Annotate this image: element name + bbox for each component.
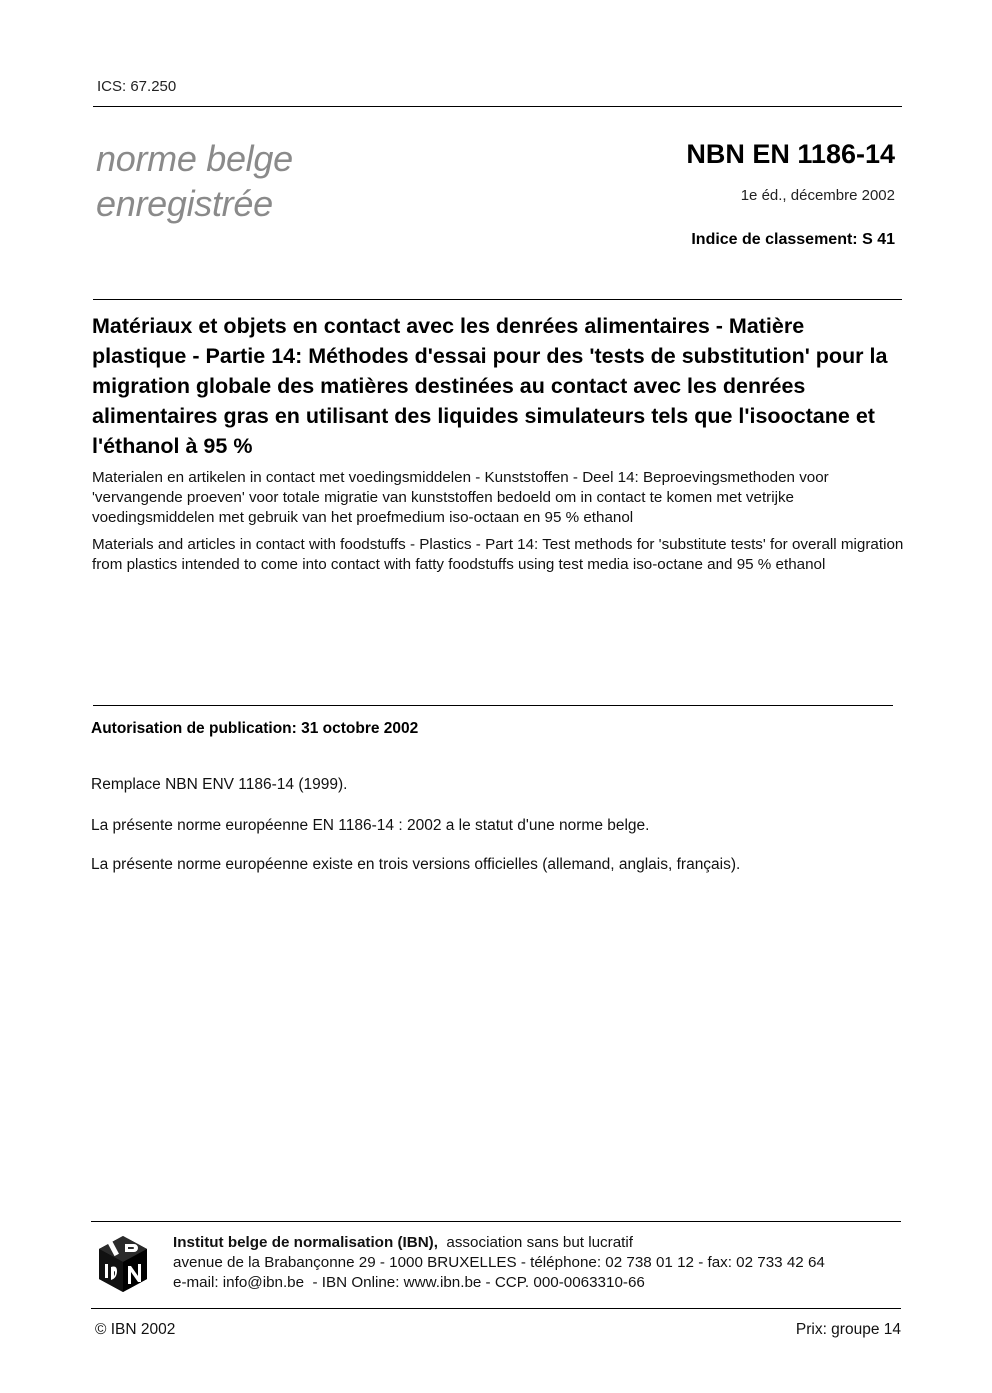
header-divider bbox=[93, 106, 902, 107]
brand-line-1: norme belge bbox=[96, 138, 293, 179]
copyright-notice: © IBN 2002 bbox=[95, 1321, 176, 1338]
organization-contact: e-mail: info@ibn.be - IBN Online: www.ibn.be - CCP. 000-0063310-66 bbox=[173, 1274, 645, 1291]
brand-line-2: enregistrée bbox=[96, 183, 273, 224]
document-number: NBN EN 1186-14 bbox=[686, 139, 895, 169]
organization-address: avenue de la Brabançonne 29 - 1000 BRUXELLES - téléphone: 02 738 01 12 - fax: 02 733 42 64 bbox=[173, 1254, 825, 1271]
classification-index: Indice de classement: S 41 bbox=[691, 231, 895, 248]
footer-address-block bbox=[173, 1233, 825, 1293]
replaces-note: Remplace NBN ENV 1186-14 (1999). bbox=[91, 776, 348, 793]
versions-note: La présente norme européenne existe en trois versions officielles (allemand, anglais, français). bbox=[91, 856, 741, 873]
publication-divider bbox=[93, 705, 893, 706]
ibn-logo-icon bbox=[97, 1234, 149, 1294]
title-english: Materials and articles in contact with foodstuffs - Plastics - Part 14: Test methods for 'substitute tests' for overall migration from plastics intended to come into contact with fatty foodstuffs using test media iso-octane and 95 % ethanol bbox=[92, 536, 904, 573]
footer-organization-line bbox=[173, 1233, 825, 1253]
price-group: Prix: groupe 14 bbox=[795, 1321, 901, 1338]
title-french: Matériaux et objets en contact avec les denrées alimentaires - Matière plastique - Partie 14: Méthodes d'essai pour des 'tests de substitution' pour la migration globale des matières destinées au contact avec les denrées alimentaires gras en utilisant des liquides simulateurs tels que l'isooctane et l'éthanol à 95 % bbox=[92, 314, 888, 458]
publication-authorization: Autorisation de publication: 31 octobre 2002 bbox=[91, 720, 419, 737]
status-note: La présente norme européenne EN 1186-14 : 2002 a le statut d'une norme belge. bbox=[91, 817, 650, 834]
title-divider bbox=[93, 299, 902, 300]
organization-note: association sans but lucratif bbox=[437, 1234, 633, 1251]
title-dutch: Materialen en artikelen in contact met voedingsmiddelen - Kunststoffen - Deel 14: Beproevingsmethoden voor 'vervangende proeven' voor totale migratie van kunststoffen bedoeld om in contact te komen met vetrijke voedingsmiddelen met gebruik van het proefmedium iso-octaan en 95 % ethanol bbox=[92, 469, 829, 526]
edition-date: 1e éd., décembre 2002 bbox=[740, 187, 895, 204]
ics-code: ICS: 67.250 bbox=[97, 78, 177, 95]
organization-name: Institut belge de normalisation (IBN), bbox=[173, 1234, 438, 1251]
footer-divider bbox=[91, 1221, 901, 1222]
footer-bottom-divider bbox=[91, 1308, 901, 1309]
